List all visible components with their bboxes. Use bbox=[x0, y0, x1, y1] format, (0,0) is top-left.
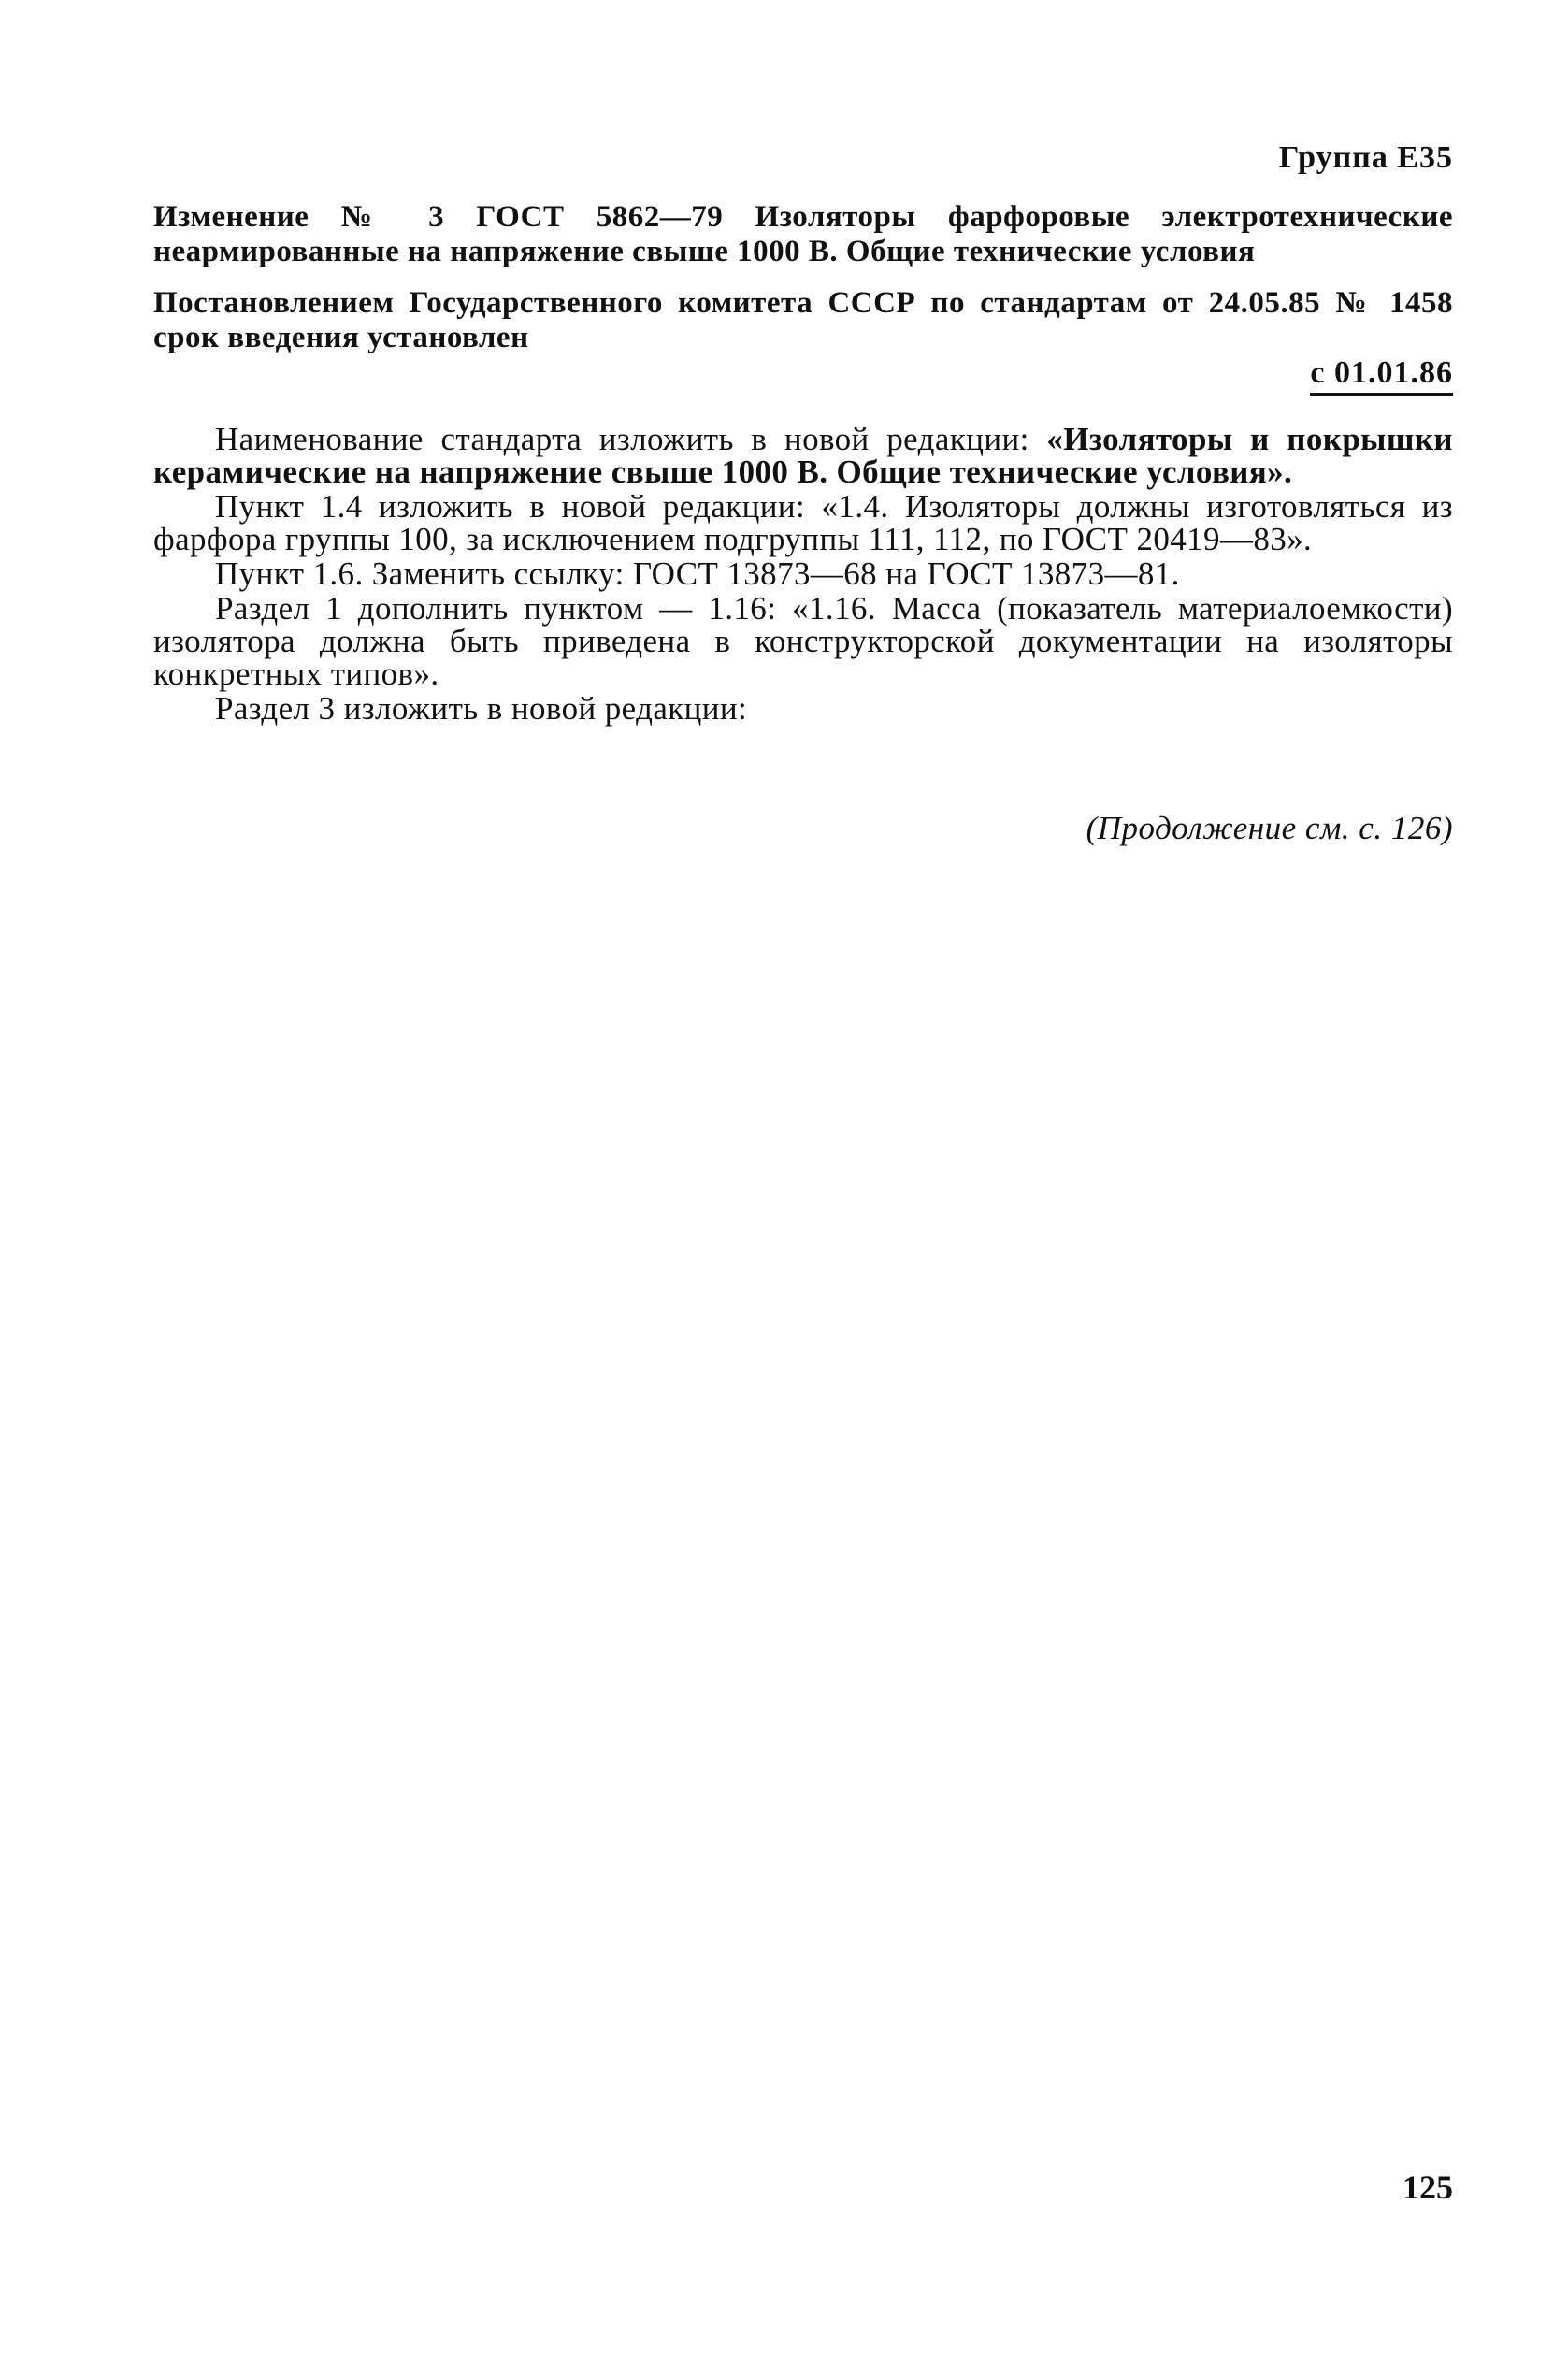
paragraph-clause-1-6: Пункт 1.6. Заменить ссылку: ГОСТ 13873—68 на ГОСТ 13873—81. bbox=[215, 555, 1180, 592]
document-page bbox=[153, 0, 1453, 2364]
paragraph-section-3: Раздел 3 изложить в новой редакции: bbox=[215, 690, 748, 727]
group-code: Группа Е35 bbox=[1278, 140, 1453, 175]
paragraph-clause-1-16: Раздел 1 дополнить пунктом — 1.16: «1.16. Масса (показатель материалоемкости) изолятора должна быть приведена в конструкторской документации на изоляторы конкретных типов». bbox=[153, 590, 1453, 692]
page-number: 125 bbox=[1403, 2169, 1453, 2206]
paragraph-standard-name bbox=[153, 423, 1453, 488]
new-standard-name: «Изоляторы и покрышки керамические на напряжение свыше 1000 В. Общие технические условия». bbox=[153, 421, 1453, 490]
paragraph-clause-1-4: Пункт 1.4 изложить в новой редакции: «1.4. Изоляторы должны изготовляться из фарфора группы 100, за исключением подгруппы 111, 112, по ГОСТ 20419—83». bbox=[153, 488, 1453, 557]
continuation-note: (Продолжение см. с. 126) bbox=[1086, 810, 1453, 846]
decree-text: Постановлением Государственного комитета СССР по стандартам от 24.05.85 № 1458 срок введения установлен bbox=[153, 286, 1453, 354]
amendment-title: Изменение № 3 ГОСТ 5862—79 Изоляторы фарфоровые электротехнические неармированные на напряжение свыше 1000 В. Общие технические условия bbox=[153, 200, 1453, 268]
amendment-body bbox=[153, 423, 1453, 727]
paragraph-standard-name-lead: Наименование стандарта изложить в новой редакции: bbox=[215, 421, 1047, 457]
effective-date: с 01.01.86 bbox=[1310, 355, 1453, 396]
